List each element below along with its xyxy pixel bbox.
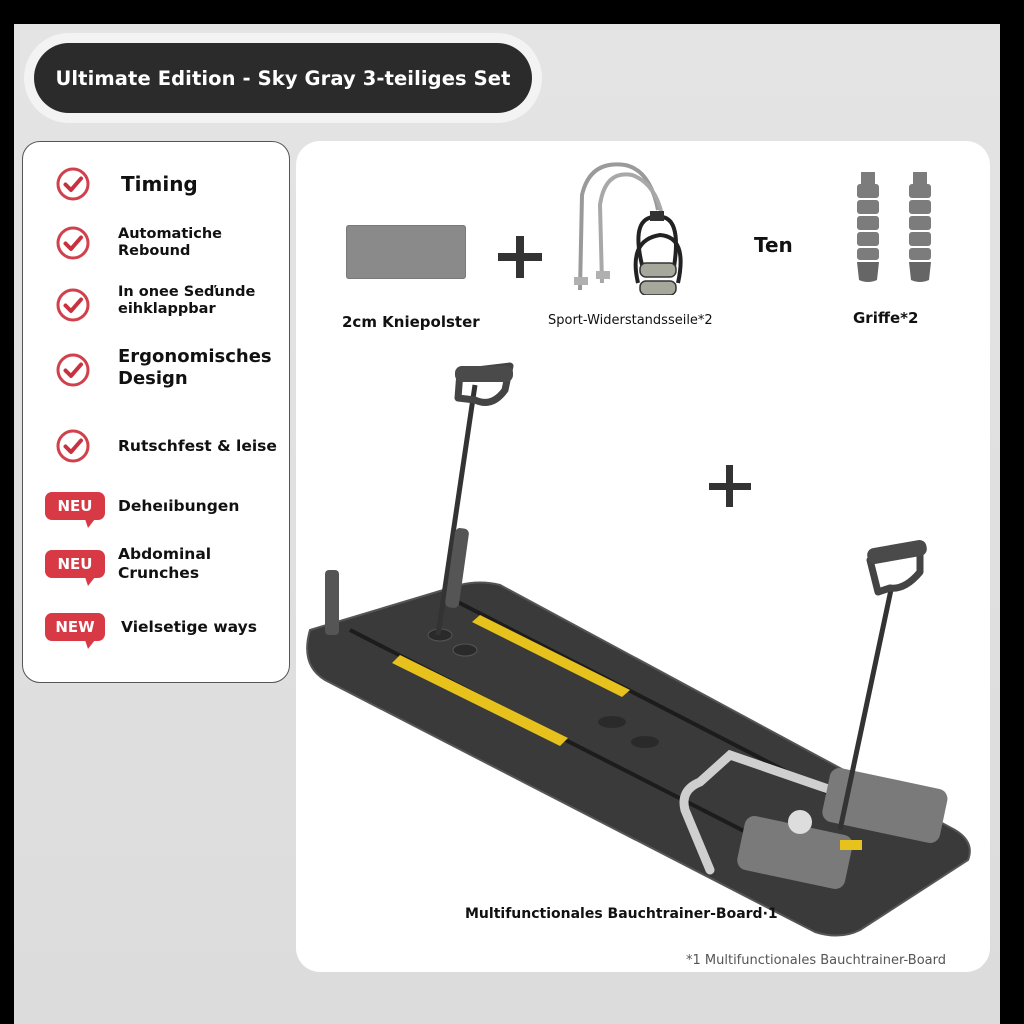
feature-item [23,491,289,521]
resistance-bands-label: Sport-Widerstandsseile*2 [548,313,713,328]
feature-label: Deheıibungen [118,496,240,515]
knee-pad-image [346,225,466,279]
feature-item [23,346,289,389]
feature-label: Automatiche Rebound [118,225,222,259]
feature-label [118,346,272,389]
feature-label-line1: Ergonomisches [118,346,272,367]
new-badge [45,613,105,641]
resistance-bands-image [570,155,710,295]
grips-image [855,172,939,292]
new-badge [45,550,105,578]
feature-label-line2: Design [118,367,188,389]
feature-label: Abdominal Crunches [118,545,212,582]
check-circle-icon [55,287,91,323]
footnote: *1 Multifunctionales Bauchtrainer-Board [686,953,946,968]
feature-item [23,166,289,202]
feature-item [23,428,289,464]
badge-text: NEU [57,555,93,573]
check-circle-icon [55,352,91,388]
new-badge [45,492,105,520]
feature-label [118,284,255,319]
feature-label-line2: eihklappbar [118,301,216,318]
check-circle-icon [55,225,91,261]
knee-pad-label: 2cm Kniepolster [342,313,480,331]
product-title [34,43,532,113]
badge-text: NEW [55,618,95,636]
stray-text: Ten [754,233,793,257]
check-circle-icon [55,428,91,464]
feature-label: Vielsetige ways [121,617,257,636]
plus-icon [498,236,542,278]
feature-item [23,545,289,582]
feature-item [23,225,289,261]
feature-item [23,284,289,323]
feature-label-line1: In onee Seďunde [118,284,256,300]
product-title-text: Ultimate Edition - Sky Gray 3-teiliges Set [55,66,511,90]
feature-label: Timing [121,172,198,196]
board-label: Multifunctionales Bauchtrainer-Board·1 [465,906,778,922]
ab-trainer-board-image [300,360,980,940]
feature-item [23,612,289,642]
grips-label: Griffe*2 [853,309,919,327]
feature-list [22,141,290,683]
check-circle-icon [55,166,91,202]
badge-text: NEU [57,497,93,515]
feature-label: Rutschfest & leise [118,436,277,455]
